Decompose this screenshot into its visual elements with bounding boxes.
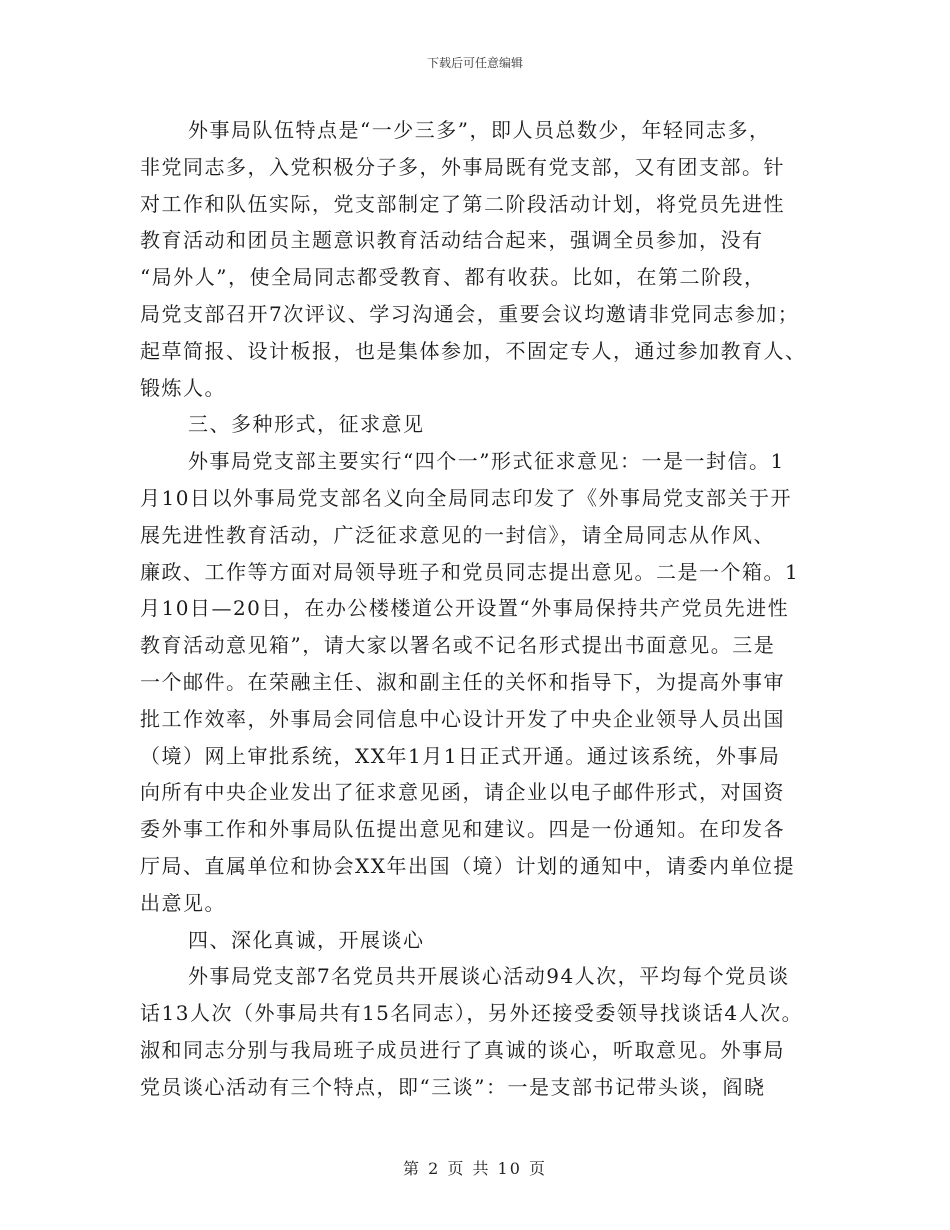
text-line: 局党支部召开7次评议、学习沟通会，重要会议均邀请非党同志参加； bbox=[140, 301, 800, 326]
text-line: 党员谈心活动有三个特点，即“三谈”：一是支部书记带头谈，阎晓 bbox=[140, 1074, 766, 1099]
text-line: 对工作和队伍实际，党支部制定了第二阶段活动计划，将党员先进性 bbox=[140, 191, 785, 216]
text-line: 锻炼人。 bbox=[140, 375, 226, 400]
text-line: 批工作效率，外事局会同信息中心设计开发了中央企业领导人员出国 bbox=[140, 706, 785, 731]
section-heading: 四、深化真诚，开展谈心 bbox=[188, 927, 425, 952]
text-line: 向所有中央企业发出了征求意见函，请企业以电子邮件形式，对国资 bbox=[140, 780, 785, 805]
text-line: 话13人次（外事局共有15名同志），另外还接受委领导找谈话4人次。 bbox=[140, 1001, 804, 1026]
text-line: 起草简报、设计板报，也是集体参加，不固定专人，通过参加教育人、 bbox=[140, 338, 807, 363]
text-line: “局外人”，使全局同志都受教育、都有收获。比如，在第二阶段， bbox=[140, 265, 766, 290]
text-line: 教育活动意见箱”，请大家以署名或不记名形式提出书面意见。三是 bbox=[140, 633, 776, 658]
text-line: 廉政、工作等方面对局领导班子和党员同志提出意见。二是一个箱。1 bbox=[140, 559, 800, 584]
text-line: （境）网上审批系统，XX年1月1日正式开通。通过该系统，外事局 bbox=[140, 743, 781, 768]
section-heading: 三、多种形式，征求意见 bbox=[188, 412, 425, 437]
page-number-footer: 第 2 页 共 10 页 bbox=[403, 1159, 547, 1178]
text-line: 外事局队伍特点是“一少三多”，即人员总数少，年轻同志多， bbox=[188, 118, 771, 142]
page-header-note: 下载后可任意编辑 bbox=[426, 56, 523, 70]
text-line: 出意见。 bbox=[140, 890, 226, 915]
text-line: 展先进性教育活动，广泛征求意见的一封信》，请全局同志从作风、 bbox=[140, 522, 775, 547]
text-line: 一个邮件。在荣融主任、淑和副主任的关怀和指导下，为提高外事审 bbox=[140, 669, 785, 694]
text-line: 外事局党支部7名党员共开展谈心活动94人次，平均每个党员谈 bbox=[188, 964, 790, 989]
text-line: 淑和同志分别与我局班子成员进行了真诚的谈心，听取意见。外事局 bbox=[140, 1037, 785, 1062]
text-line: 委外事工作和外事局队伍提出意见和建议。四是一份通知。在印发各 bbox=[140, 817, 785, 842]
text-line: 外事局党支部主要实行“四个一”形式征求意见：一是一封信。1 bbox=[188, 449, 785, 474]
text-line: 厅局、直属单位和协会XX年出国（境）计划的通知中，请委内单位提 bbox=[140, 853, 795, 878]
text-line: 月10日以外事局党支部名义向全局同志印发了《外事局党支部关于开 bbox=[140, 485, 792, 510]
text-line: 非党同志多，入党积极分子多，外事局既有党支部，又有团支部。针 bbox=[140, 154, 785, 179]
text-line: 月10日—20日，在办公楼楼道公开设置“外事局保持共产党员先进性 bbox=[140, 596, 790, 621]
text-line: 教育活动和团员主题意识教育活动结合起来，强调全员参加，没有 bbox=[140, 228, 764, 253]
document-body bbox=[140, 112, 810, 1106]
